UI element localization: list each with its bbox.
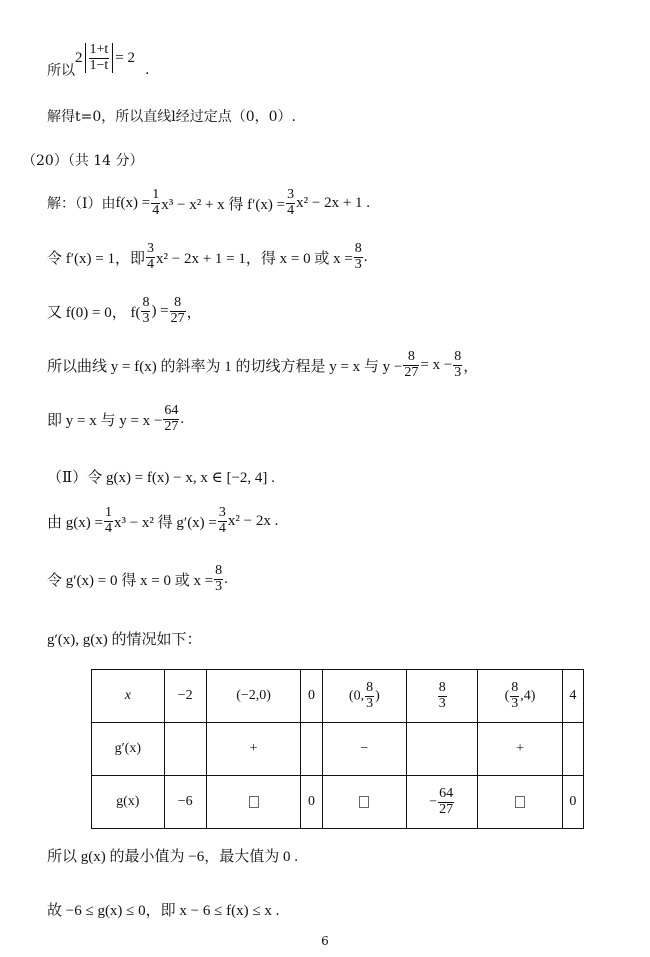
cell-text: 0	[308, 688, 316, 703]
table-cell	[562, 723, 583, 776]
denominator: 27	[404, 364, 419, 380]
coef: 2	[75, 49, 83, 66]
table-cell	[206, 670, 301, 723]
fraction	[354, 242, 363, 272]
text: 解得t=0，所以直线l经过定点（0，0）.	[47, 109, 297, 125]
math: ，	[463, 358, 479, 375]
line-2	[47, 106, 296, 126]
cell-text: (	[504, 688, 510, 704]
cell-text: g′(x)	[114, 741, 141, 756]
cell-text: −	[429, 794, 438, 810]
table-cell	[322, 776, 406, 829]
fraction	[438, 787, 454, 817]
cell-text: )	[375, 688, 380, 704]
denominator: 3	[454, 364, 462, 380]
math: （Ⅱ）令 g(x) = f(x) − x, x ∈ [−2, 4] .	[47, 470, 275, 486]
table-cell	[301, 776, 322, 829]
table-cell	[92, 670, 165, 723]
line-11	[47, 564, 228, 594]
increase-arrow-icon	[249, 796, 259, 808]
fraction	[286, 188, 295, 218]
line-6	[47, 296, 202, 326]
cell-text: 0	[308, 794, 316, 809]
table-cell	[164, 670, 206, 723]
cell-text: −2	[177, 688, 193, 703]
cell-text: (0,	[348, 688, 365, 704]
cell-text: x	[124, 688, 131, 703]
fraction	[214, 564, 223, 594]
numerator: 1+t	[89, 41, 109, 57]
table-cell	[322, 723, 406, 776]
fraction	[151, 188, 160, 218]
denominator: 4	[146, 256, 154, 272]
cell-text: 4	[569, 688, 577, 703]
cell-text: ,4)	[520, 688, 536, 704]
abs-value	[85, 43, 114, 73]
denominator: 3	[142, 310, 150, 326]
denominator: 4	[218, 520, 226, 536]
denominator: 4	[287, 202, 295, 218]
line-8	[47, 404, 184, 434]
math: x² − 2x + 1 .	[296, 194, 371, 211]
numerator: 3	[218, 505, 226, 520]
numerator: 8	[174, 295, 182, 310]
math: x² − 2x + 1 = 1，得 x = 0 或 x =	[155, 250, 353, 267]
math: 令 g′(x) = 0 得 x = 0 或 x =	[47, 572, 214, 589]
denominator: 27	[170, 310, 185, 326]
line-9	[47, 466, 275, 487]
denominator: 3	[366, 695, 374, 711]
denominator: 4	[152, 202, 160, 218]
table-cell	[478, 776, 562, 829]
cell-text: g(x)	[116, 794, 140, 809]
denominator: 3	[438, 695, 446, 711]
line-4	[47, 188, 370, 218]
math: ，	[186, 304, 202, 321]
fraction	[453, 350, 462, 380]
line-14	[47, 899, 279, 920]
numerator: 64	[439, 785, 454, 801]
cell-text: +	[249, 741, 258, 756]
line-12	[47, 628, 202, 649]
fraction	[438, 681, 447, 711]
math: x³ − x² 得 g′(x) =	[113, 514, 217, 531]
denominator: 4	[104, 520, 112, 536]
fraction	[104, 506, 113, 536]
fraction	[170, 296, 186, 326]
line-5	[47, 242, 368, 272]
period: .	[145, 62, 150, 78]
table-cell	[407, 723, 478, 776]
line-1	[47, 36, 149, 80]
table-cell	[478, 723, 562, 776]
table-cell	[562, 776, 583, 829]
table-row	[92, 723, 584, 776]
increase-arrow-icon	[515, 796, 525, 808]
numerator: 8	[511, 679, 519, 695]
fraction	[510, 681, 519, 711]
line-7	[47, 350, 478, 380]
table-cell	[407, 776, 478, 829]
cell-text: +	[516, 741, 524, 756]
denominator: 3	[215, 578, 223, 594]
denominator: 27	[164, 418, 179, 434]
numerator: 3	[146, 241, 154, 256]
rhs: = 2	[115, 49, 136, 66]
table-cell	[92, 723, 165, 776]
table-cell	[164, 776, 206, 829]
table-cell	[478, 670, 562, 723]
table-cell	[301, 723, 322, 776]
cell-text: 0	[569, 794, 577, 809]
denominator: 3	[511, 695, 519, 711]
table-row	[92, 776, 584, 829]
table-cell	[206, 776, 301, 829]
text: 解：（Ⅰ）由	[47, 196, 116, 213]
math: f(x) =	[115, 194, 151, 211]
math: 令 f′(x) = 1，即	[47, 250, 145, 267]
denominator: 1−t	[89, 57, 109, 73]
math: g′(x), g(x) 的情况如下：	[47, 632, 202, 648]
table-cell	[322, 670, 406, 723]
math: ) =	[151, 302, 169, 319]
numerator: 8	[454, 349, 462, 364]
cell-text: −	[360, 741, 369, 756]
numerator: 3	[287, 187, 295, 202]
text-prefix: 所以	[47, 63, 75, 79]
numerator: 8	[142, 295, 150, 310]
math: .	[224, 570, 228, 587]
section-heading	[22, 150, 144, 170]
math: x² − 2x .	[227, 512, 279, 529]
fraction	[146, 242, 155, 272]
numerator: 8	[354, 241, 362, 256]
math: = x −	[420, 356, 453, 373]
table-cell	[407, 670, 478, 723]
line-13	[47, 845, 298, 866]
numerator: 1	[152, 187, 160, 202]
text: （20）（共 14 分）	[22, 153, 144, 169]
denominator: 3	[354, 256, 362, 272]
math: 即 y = x 与 y = x −	[47, 412, 163, 429]
math: 所以曲线 y = f(x) 的斜率为 1 的切线方程是 y = x 与 y −	[47, 358, 403, 375]
table-row	[92, 670, 584, 723]
table-cell	[92, 776, 165, 829]
fraction	[403, 350, 419, 380]
numerator: 1	[104, 505, 112, 520]
variation-table	[91, 669, 584, 829]
fraction	[89, 43, 110, 73]
numerator: 8	[438, 679, 446, 695]
fraction	[218, 506, 227, 536]
math: 由 g(x) =	[47, 514, 103, 531]
math: 故 −6 ≤ g(x) ≤ 0，即 x − 6 ≤ f(x) ≤ x .	[47, 903, 280, 919]
cell-text: −6	[177, 794, 193, 809]
fraction	[141, 296, 150, 326]
numerator: 8	[366, 679, 374, 695]
page-number: 6	[321, 934, 329, 948]
numerator: 8	[407, 349, 415, 364]
decrease-arrow-icon	[359, 796, 369, 808]
math: 又 f(0) = 0， f(	[47, 304, 141, 321]
cell-text: (−2,0)	[236, 688, 271, 703]
numerator: 8	[215, 563, 223, 578]
fraction	[365, 681, 374, 711]
table-cell	[301, 670, 322, 723]
line-10	[47, 506, 278, 536]
math: x³ − x² + x 得 f′(x) =	[161, 196, 286, 213]
denominator: 27	[439, 801, 454, 817]
fraction	[163, 404, 179, 434]
table-cell	[164, 723, 206, 776]
table-cell	[206, 723, 301, 776]
numerator: 64	[164, 403, 179, 418]
math: .	[180, 410, 185, 427]
math: 所以 g(x) 的最小值为 −6，最大值为 0 .	[47, 849, 298, 865]
math: .	[363, 248, 368, 265]
table-cell	[562, 670, 583, 723]
